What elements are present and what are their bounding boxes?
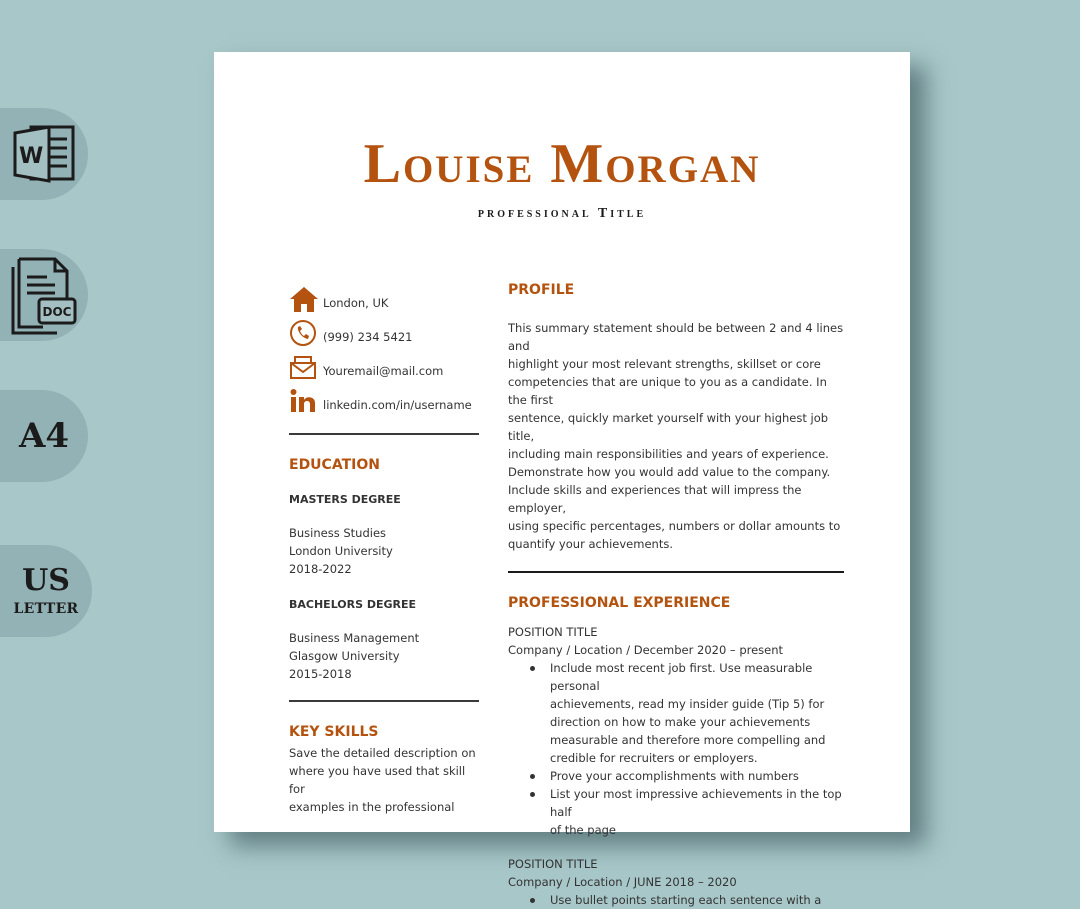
a4-format-badge bbox=[0, 390, 88, 482]
us-letter-format-badge bbox=[0, 545, 92, 637]
email-text: Youremail@mail.com bbox=[323, 364, 444, 378]
profile-heading: PROFILE bbox=[508, 282, 575, 298]
bullet-line: Include most recent job first. Use measurable personal bbox=[550, 661, 813, 693]
list-item bbox=[550, 891, 844, 909]
divider bbox=[289, 700, 479, 702]
bullet-line: credible for recruiters or employers. bbox=[550, 751, 758, 765]
experience-heading: PROFESSIONAL EXPERIENCE bbox=[508, 595, 731, 611]
job-entry bbox=[508, 855, 844, 909]
education-heading: EDUCATION bbox=[289, 457, 380, 473]
profile-line: highlight your most relevant strengths, skillset or core bbox=[508, 357, 821, 371]
right-column bbox=[508, 282, 844, 909]
list-item bbox=[550, 659, 844, 767]
contact-phone bbox=[289, 314, 479, 348]
doc-format-badge bbox=[0, 249, 88, 341]
resume-title: professional Title bbox=[477, 206, 647, 221]
word-letter: W bbox=[19, 144, 44, 169]
divider bbox=[508, 571, 844, 573]
degree-name: MASTERS DEGREE bbox=[289, 493, 401, 506]
bullet-line: Use bullet points starting each sentence with a bbox=[550, 893, 822, 907]
contact-location bbox=[289, 280, 479, 314]
education-entry bbox=[289, 493, 479, 578]
doc-file-icon bbox=[9, 255, 79, 335]
job-bullets bbox=[508, 891, 844, 909]
home-icon bbox=[289, 284, 323, 314]
contact-linkedin bbox=[289, 382, 479, 416]
job-position: POSITION TITLE bbox=[508, 857, 598, 871]
degree-school: Glasgow University bbox=[289, 649, 400, 663]
letter-label: LETTER bbox=[13, 601, 79, 617]
bullet-line: achievements, read my insider guide (Tip 5) for bbox=[550, 697, 825, 711]
bullet-line: Prove your accomplishments with numbers bbox=[550, 769, 799, 783]
job-position: POSITION TITLE bbox=[508, 625, 598, 639]
profile-line: This summary statement should be between 2 and 4 lines and bbox=[508, 321, 844, 353]
word-format-badge bbox=[0, 108, 88, 200]
resume-page bbox=[214, 52, 910, 907]
education-entry bbox=[289, 598, 479, 683]
bullet-line: direction on how to make your achievements bbox=[550, 715, 811, 729]
linkedin-icon bbox=[289, 386, 323, 416]
degree-field: Business Studies bbox=[289, 526, 387, 540]
degree-field: Business Management bbox=[289, 631, 420, 645]
a4-label: A4 bbox=[18, 416, 70, 456]
doc-label: DOC bbox=[42, 305, 72, 319]
key-skills-text bbox=[289, 744, 479, 816]
skills-line: where you have used that skill for bbox=[289, 764, 466, 796]
degree-school: London University bbox=[289, 544, 393, 558]
profile-line: using specific percentages, numbers or dollar amounts to bbox=[508, 519, 841, 533]
phone-text: (999) 234 5421 bbox=[323, 330, 413, 344]
degree-years: 2018-2022 bbox=[289, 562, 352, 576]
bullet-line: of the page bbox=[550, 823, 616, 837]
list-item bbox=[550, 785, 844, 839]
job-company: Company / Location / JUNE 2018 – 2020 bbox=[508, 875, 737, 889]
degree-name: BACHELORS DEGREE bbox=[289, 598, 417, 611]
contact-email bbox=[289, 348, 479, 382]
skills-line: examples in the professional bbox=[289, 800, 455, 814]
word-document-icon bbox=[11, 121, 77, 187]
list-item bbox=[550, 767, 844, 785]
job-company: Company / Location / December 2020 – present bbox=[508, 643, 784, 657]
profile-summary bbox=[508, 319, 844, 553]
linkedin-text: linkedin.com/in/username bbox=[323, 398, 472, 412]
key-skills-heading: KEY SKILLS bbox=[289, 724, 379, 740]
us-label: US bbox=[22, 563, 70, 598]
divider bbox=[289, 433, 479, 435]
phone-icon bbox=[289, 318, 323, 348]
profile-line: quantify your achievements. bbox=[508, 537, 673, 551]
profile-line: Include skills and experiences that will impress the employer, bbox=[508, 483, 802, 515]
job-entry bbox=[508, 623, 844, 839]
location-text: London, UK bbox=[323, 296, 389, 310]
job-bullets bbox=[508, 659, 844, 839]
envelope-icon bbox=[289, 352, 323, 382]
profile-line: competencies that are unique to you as a candidate. In the first bbox=[508, 375, 827, 407]
resume-name: Louise Morgan bbox=[363, 133, 761, 195]
profile-line: including main responsibilities and years of experience. bbox=[508, 447, 829, 461]
bullet-line: measurable and therefore more compelling and bbox=[550, 733, 826, 747]
profile-line: sentence, quickly market yourself with your highest job title, bbox=[508, 411, 829, 443]
left-column bbox=[289, 280, 479, 816]
bullet-line: List your most impressive achievements in the top half bbox=[550, 787, 842, 819]
degree-years: 2015-2018 bbox=[289, 667, 352, 681]
profile-line: Demonstrate how you would add value to the company. bbox=[508, 465, 831, 479]
skills-line: Save the detailed description on bbox=[289, 746, 476, 760]
